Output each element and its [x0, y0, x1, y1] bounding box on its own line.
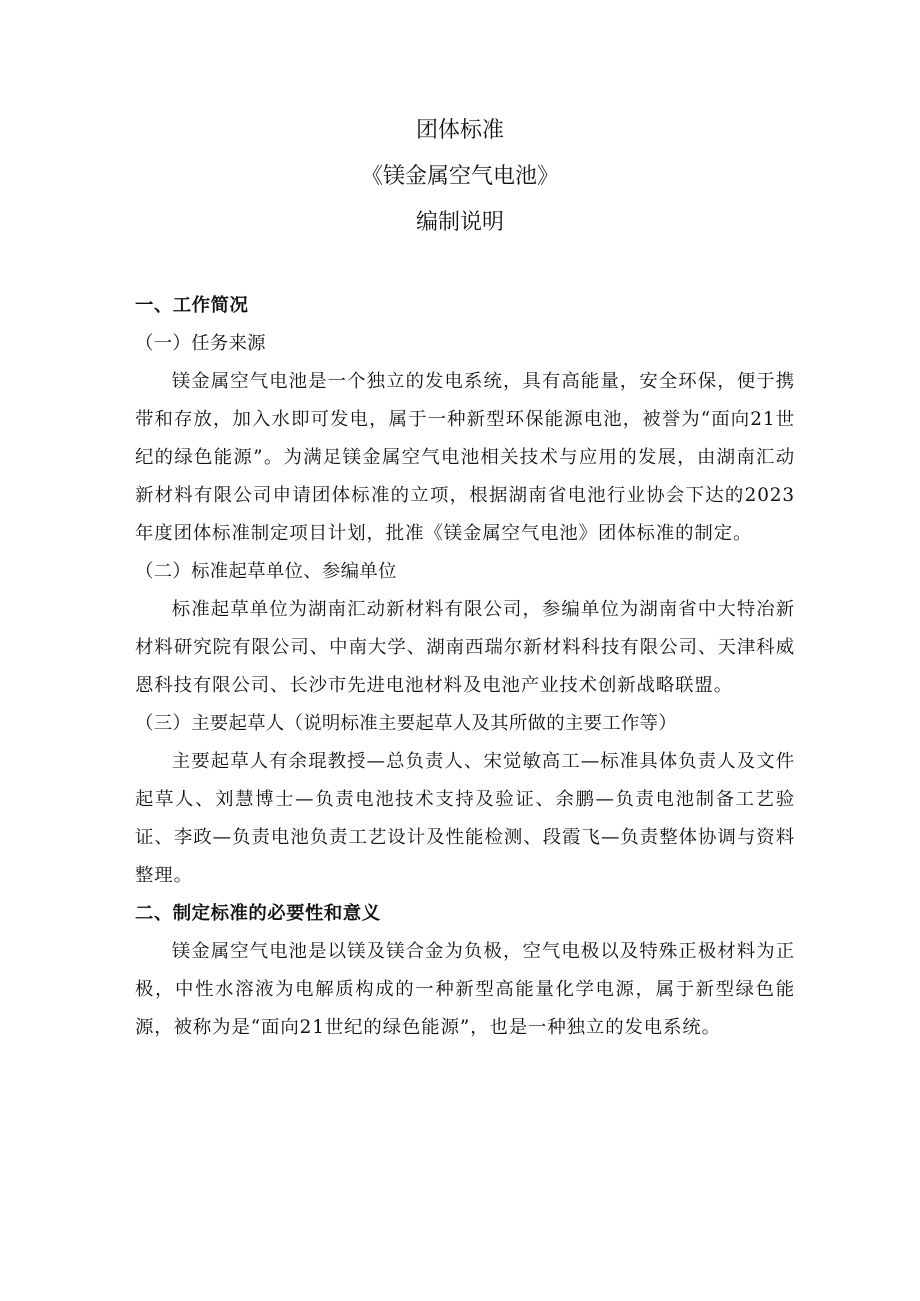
document-title-block: [0, 108, 920, 246]
document-body: [135, 287, 795, 1047]
title-document-kind: 编制说明: [415, 210, 504, 235]
paragraph-main-drafters: 主要起草人有余琨教授—总负责人、宋觉敏高工—标准具体负责人及文件起草人、刘慧博士—负责电池技术支持及验证、余鹏—负责电池制备工艺验证、李政—负责电池负责工艺设计及性能检测、段霞飞—负责整体协调与资料整理。: [135, 751, 795, 886]
subsection-heading-drafting-units: （二）标准起草单位、参编单位: [135, 561, 397, 582]
paragraph-drafting-units: 标准起草单位为湖南汇动新材料有限公司，参编单位为湖南省中大特冶新材料研究院有限公司、中南大学、湖南西瑞尔新材料科技有限公司、天津科威恩科技有限公司、长沙市先进电池材料及电池产业技术创新战略联盟。: [135, 599, 795, 696]
subsection-heading-task-source: （一）任务来源: [135, 333, 266, 354]
title-standard-name: 《镁金属空气电池》: [360, 164, 559, 189]
section-heading-work-overview: 一、工作简况: [135, 295, 249, 316]
section-heading-necessity: 二、制定标准的必要性和意义: [135, 903, 381, 924]
paragraph-necessity: 镁金属空气电池是以镁及镁合金为负极，空气电极以及特殊正极材料为正极，中性水溶液为电解质构成的一种新型高能量化学电源，属于新型绿色能源，被称为是“面向21世纪的绿色能源”，也是一种独立的发电系统。: [135, 941, 795, 1038]
subsection-heading-main-drafters: （三）主要起草人（说明标准主要起草人及其所做的主要工作等）: [135, 713, 678, 734]
title-standard-type: 团体标准: [415, 118, 504, 143]
paragraph-task-source: 镁金属空气电池是一个独立的发电系统，具有高能量，安全环保，便于携带和存放，加入水即可发电，属于一种新型环保能源电池，被誉为“面向21世纪的绿色能源”。为满足镁金属空气电池相关技术与应用的发展，由湖南汇动新材料有限公司申请团体标准的立项，根据湖南省电池行业协会下达的2023年度团体标准制定项目计划，批准《镁金属空气电池》团体标准的制定。: [135, 371, 795, 544]
